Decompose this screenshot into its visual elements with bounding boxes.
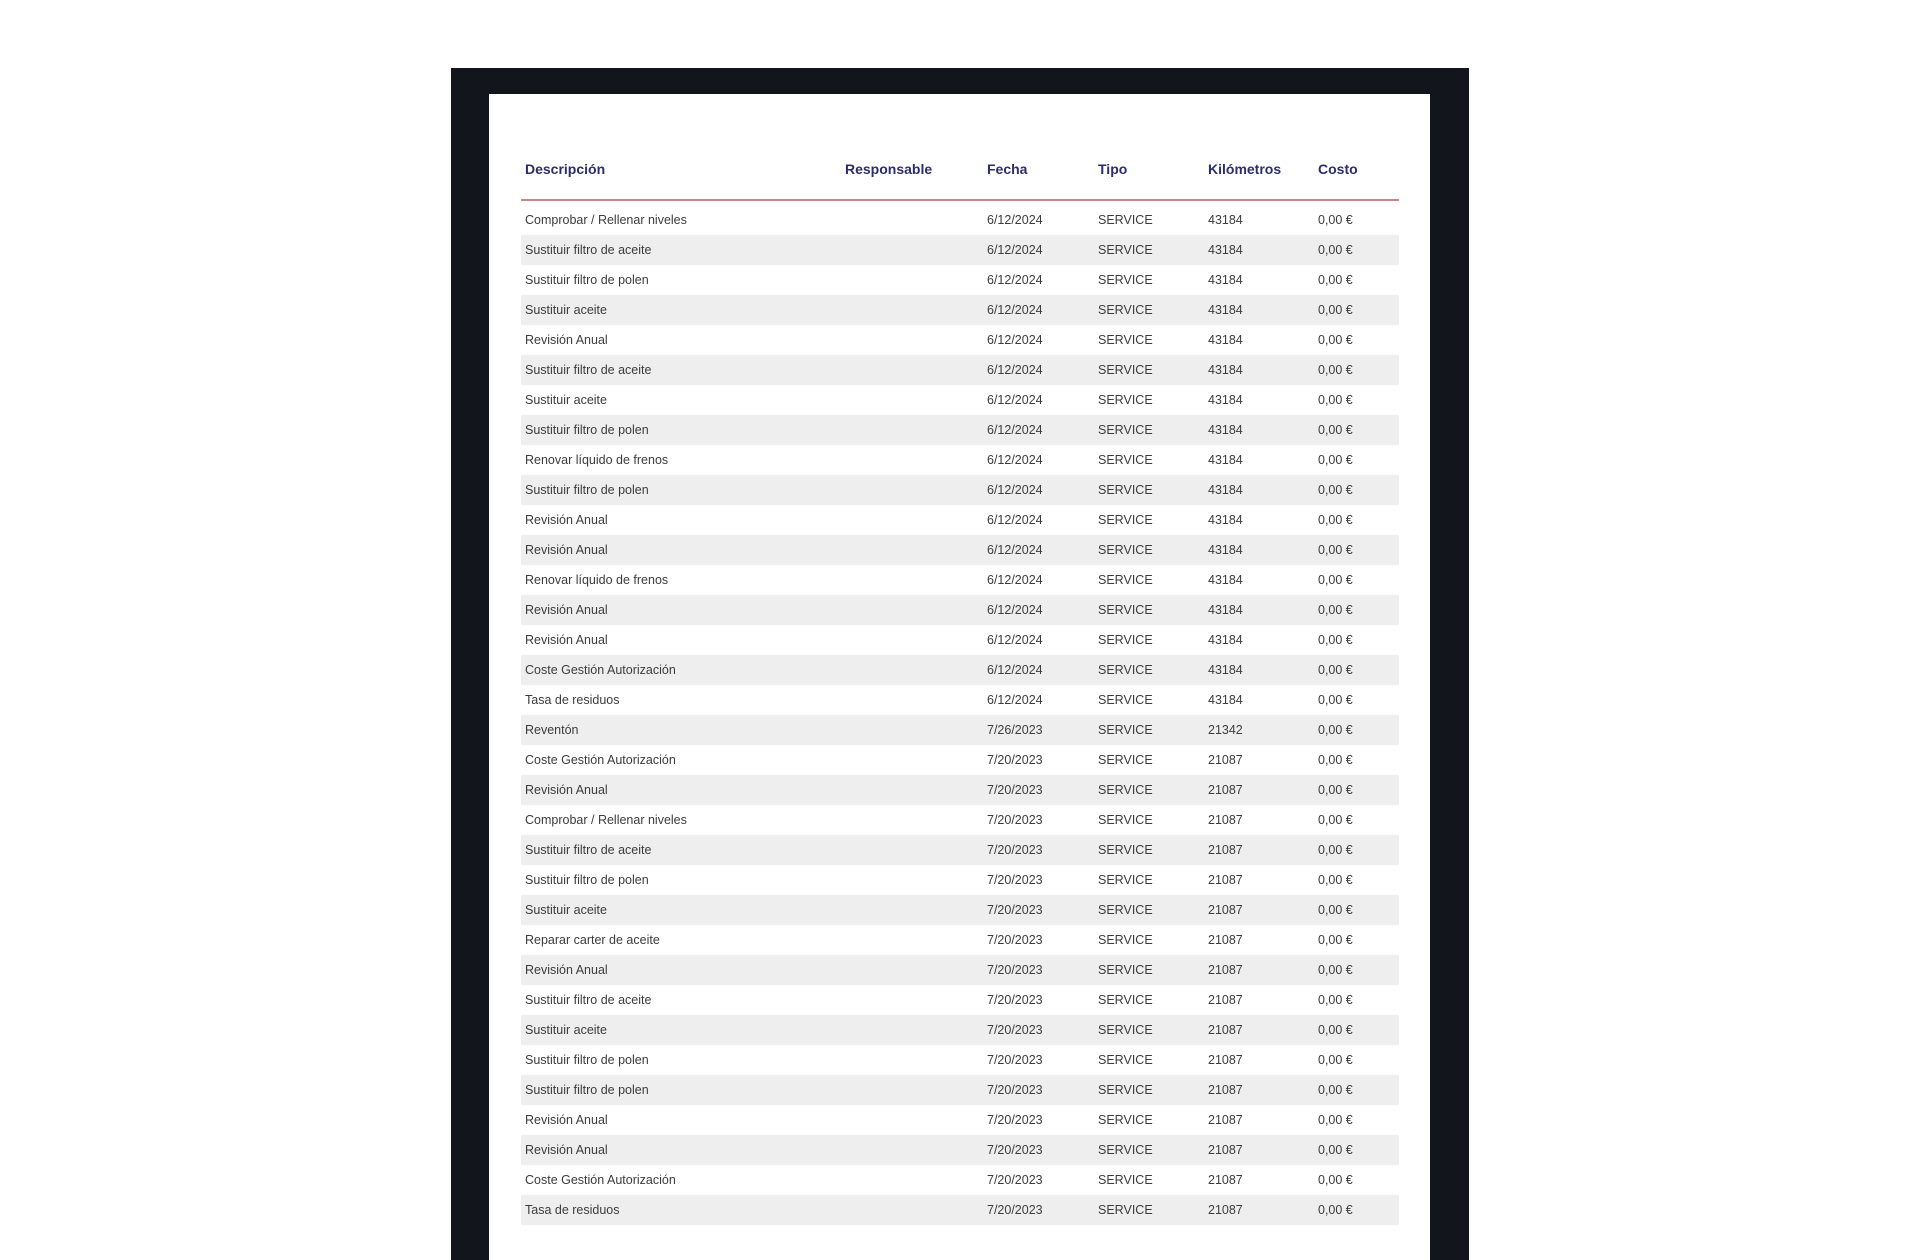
kilometros-cell: 21087 (1204, 1015, 1314, 1045)
fecha-cell: 7/20/2023 (987, 1053, 1043, 1067)
costo-cell: 0,00 € (1318, 393, 1353, 407)
tipo-cell: SERVICE (1098, 993, 1153, 1007)
table-row (521, 595, 1399, 625)
descripcion-cell: Revisión Anual (525, 513, 608, 527)
descripcion-cell: Renovar líquido de frenos (525, 573, 669, 587)
table-row (521, 475, 1399, 505)
descripcion-cell: Revisión Anual (521, 775, 841, 805)
tipo-cell: SERVICE (1094, 955, 1204, 985)
table-row (521, 985, 1399, 1015)
tipo-cell: SERVICE (1098, 213, 1153, 227)
kilometros-cell: 43184 (1208, 573, 1243, 587)
fecha-cell: 6/12/2024 (983, 595, 1094, 625)
tipo-cell: SERVICE (1094, 1195, 1204, 1225)
table-row (521, 445, 1399, 475)
tipo-cell: SERVICE (1094, 415, 1204, 445)
table-row (521, 865, 1399, 895)
costo-cell: 0,00 € (1318, 573, 1353, 587)
table-row (521, 805, 1399, 835)
descripcion-cell: Sustituir filtro de polen (521, 415, 841, 445)
descripcion-cell: Revisión Anual (521, 595, 841, 625)
costo-cell: 0,00 € (1318, 693, 1353, 707)
fecha-cell: 6/12/2024 (983, 355, 1094, 385)
kilometros-cell: 43184 (1204, 595, 1314, 625)
descripcion-cell: Sustituir filtro de polen (521, 475, 841, 505)
fecha-cell: 7/20/2023 (987, 1173, 1043, 1187)
costo-cell: 0,00 € (1314, 595, 1399, 625)
costo-cell: 0,00 € (1314, 775, 1399, 805)
kilometros-cell: 21087 (1208, 1053, 1243, 1067)
costo-cell: 0,00 € (1318, 993, 1353, 1007)
tipo-cell: SERVICE (1098, 333, 1153, 347)
fecha-cell: 7/20/2023 (987, 993, 1043, 1007)
descripcion-cell: Reventón (521, 715, 841, 745)
fecha-cell: 7/20/2023 (987, 813, 1043, 827)
fecha-cell: 6/12/2024 (987, 213, 1043, 227)
costo-cell: 0,00 € (1314, 895, 1399, 925)
costo-cell: 0,00 € (1318, 633, 1353, 647)
descripcion-cell: Coste Gestión Autorización (525, 1173, 676, 1187)
fecha-cell: 6/12/2024 (987, 273, 1043, 287)
responsable-cell (841, 1045, 983, 1075)
responsable-cell (841, 1165, 983, 1195)
fecha-cell: 6/12/2024 (983, 655, 1094, 685)
descripcion-cell: Tasa de residuos (521, 1195, 841, 1225)
kilometros-cell: 21087 (1208, 753, 1243, 767)
fecha-cell: 7/20/2023 (983, 1075, 1094, 1105)
table-row (521, 235, 1399, 265)
kilometros-cell: 43184 (1208, 213, 1243, 227)
table-row (521, 325, 1399, 355)
descripcion-cell: Reparar carter de aceite (525, 933, 660, 947)
tipo-cell: SERVICE (1094, 835, 1204, 865)
table-row (521, 955, 1399, 985)
table-row (521, 1045, 1399, 1075)
descripcion-cell: Coste Gestión Autorización (521, 655, 841, 685)
tipo-cell: SERVICE (1098, 573, 1153, 587)
descripcion-cell: Revisión Anual (521, 535, 841, 565)
costo-cell: 0,00 € (1318, 753, 1353, 767)
tipo-cell: SERVICE (1094, 595, 1204, 625)
kilometros-cell: 21087 (1204, 775, 1314, 805)
tipo-cell: SERVICE (1098, 453, 1153, 467)
kilometros-cell: 43184 (1204, 235, 1314, 265)
responsable-cell (841, 325, 983, 355)
table-row (521, 355, 1399, 385)
tipo-cell: SERVICE (1098, 873, 1153, 887)
table-row (521, 895, 1399, 925)
kilometros-cell: 21087 (1208, 933, 1243, 947)
responsable-cell (841, 805, 983, 835)
table-row (521, 625, 1399, 655)
costo-cell: 0,00 € (1314, 835, 1399, 865)
tipo-cell: SERVICE (1098, 693, 1153, 707)
fecha-cell: 7/20/2023 (987, 1113, 1043, 1127)
fecha-cell: 7/20/2023 (983, 895, 1094, 925)
descripcion-cell: Revisión Anual (525, 1113, 608, 1127)
tipo-cell: SERVICE (1098, 513, 1153, 527)
responsable-cell (841, 895, 983, 925)
costo-cell: 0,00 € (1314, 1135, 1399, 1165)
responsable-cell (841, 655, 983, 685)
kilometros-cell: 43184 (1204, 475, 1314, 505)
kilometros-cell: 21087 (1204, 895, 1314, 925)
responsable-cell (841, 1075, 983, 1105)
tipo-cell: SERVICE (1098, 393, 1153, 407)
costo-cell: 0,00 € (1314, 955, 1399, 985)
descripcion-cell: Sustituir filtro de aceite (525, 993, 652, 1007)
tipo-cell: SERVICE (1098, 933, 1153, 947)
costo-cell: 0,00 € (1314, 1015, 1399, 1045)
costo-cell: 0,00 € (1314, 655, 1399, 685)
fecha-cell: 6/12/2024 (987, 333, 1043, 347)
responsable-cell (841, 565, 983, 595)
costo-cell: 0,00 € (1318, 213, 1353, 227)
responsable-cell (841, 415, 983, 445)
kilometros-cell: 43184 (1204, 355, 1314, 385)
descripcion-cell: Revisión Anual (521, 1135, 841, 1165)
kilometros-cell: 21087 (1204, 1075, 1314, 1105)
costo-cell: 0,00 € (1318, 453, 1353, 467)
table-row (521, 295, 1399, 325)
kilometros-cell: 21087 (1208, 813, 1243, 827)
descripcion-cell: Sustituir aceite (525, 393, 607, 407)
table-row (521, 200, 1399, 235)
fecha-cell: 6/12/2024 (983, 475, 1094, 505)
costo-cell: 0,00 € (1314, 295, 1399, 325)
fecha-cell: 6/12/2024 (983, 535, 1094, 565)
kilometros-cell: 43184 (1208, 273, 1243, 287)
kilometros-cell: 21087 (1208, 993, 1243, 1007)
fecha-cell: 7/20/2023 (987, 753, 1043, 767)
table-row (521, 1075, 1399, 1105)
descripcion-cell: Sustituir aceite (521, 895, 841, 925)
document-frame (451, 68, 1469, 1260)
column-header-costo: Costo (1314, 139, 1399, 200)
tipo-cell: SERVICE (1098, 753, 1153, 767)
fecha-cell: 7/20/2023 (987, 933, 1043, 947)
costo-cell: 0,00 € (1318, 1053, 1353, 1067)
responsable-cell (841, 295, 983, 325)
responsable-cell (841, 925, 983, 955)
fecha-cell: 7/20/2023 (983, 835, 1094, 865)
costo-cell: 0,00 € (1318, 873, 1353, 887)
costo-cell: 0,00 € (1318, 333, 1353, 347)
responsable-cell (841, 625, 983, 655)
table-row (521, 685, 1399, 715)
responsable-cell (841, 955, 983, 985)
fecha-cell: 7/26/2023 (983, 715, 1094, 745)
responsable-cell (841, 865, 983, 895)
kilometros-cell: 43184 (1208, 393, 1243, 407)
descripcion-cell: Sustituir filtro de polen (521, 1075, 841, 1105)
descripcion-cell: Comprobar / Rellenar niveles (525, 813, 687, 827)
costo-cell: 0,00 € (1314, 535, 1399, 565)
responsable-cell (841, 745, 983, 775)
responsable-cell (841, 235, 983, 265)
descripcion-cell: Comprobar / Rellenar niveles (525, 213, 687, 227)
table-header (521, 139, 1399, 200)
descripcion-cell: Sustituir filtro de aceite (521, 355, 841, 385)
fecha-cell: 6/12/2024 (987, 513, 1043, 527)
responsable-cell (841, 1195, 983, 1225)
fecha-cell: 6/12/2024 (987, 393, 1043, 407)
costo-cell: 0,00 € (1314, 715, 1399, 745)
kilometros-cell: 43184 (1204, 295, 1314, 325)
responsable-cell (841, 535, 983, 565)
descripcion-cell: Sustituir aceite (521, 1015, 841, 1045)
descripcion-cell: Renovar líquido de frenos (525, 453, 669, 467)
descripcion-cell: Sustituir filtro de aceite (521, 235, 841, 265)
fecha-cell: 7/20/2023 (983, 775, 1094, 805)
fecha-cell: 7/20/2023 (983, 1195, 1094, 1225)
column-header-fecha: Fecha (983, 139, 1094, 200)
tipo-cell: SERVICE (1098, 273, 1153, 287)
tipo-cell: SERVICE (1098, 1173, 1153, 1187)
kilometros-cell: 21087 (1204, 955, 1314, 985)
column-header-responsable: Responsable (841, 139, 983, 200)
tipo-cell: SERVICE (1094, 1015, 1204, 1045)
table-row (521, 385, 1399, 415)
responsable-cell (841, 835, 983, 865)
tipo-cell: SERVICE (1094, 355, 1204, 385)
responsable-cell (841, 385, 983, 415)
kilometros-cell: 43184 (1204, 535, 1314, 565)
responsable-cell (841, 475, 983, 505)
tipo-cell: SERVICE (1098, 633, 1153, 647)
kilometros-cell: 21087 (1208, 873, 1243, 887)
responsable-cell (841, 355, 983, 385)
kilometros-cell: 21087 (1204, 1135, 1314, 1165)
costo-cell: 0,00 € (1314, 355, 1399, 385)
tipo-cell: SERVICE (1094, 715, 1204, 745)
kilometros-cell: 21087 (1208, 1173, 1243, 1187)
table-row (521, 925, 1399, 955)
column-header-descripcion: Descripción (521, 139, 841, 200)
responsable-cell (841, 775, 983, 805)
responsable-cell (841, 715, 983, 745)
descripcion-cell: Sustituir filtro de polen (525, 873, 649, 887)
table-row (521, 835, 1399, 865)
descripcion-cell: Revisión Anual (521, 955, 841, 985)
costo-cell: 0,00 € (1314, 235, 1399, 265)
table-row (521, 1195, 1399, 1225)
kilometros-cell: 43184 (1208, 693, 1243, 707)
tipo-cell: SERVICE (1094, 475, 1204, 505)
kilometros-cell: 43184 (1208, 453, 1243, 467)
tipo-cell: SERVICE (1094, 655, 1204, 685)
table-row (521, 745, 1399, 775)
responsable-cell (841, 1105, 983, 1135)
kilometros-cell: 43184 (1204, 415, 1314, 445)
fecha-cell: 6/12/2024 (983, 235, 1094, 265)
descripcion-cell: Tasa de residuos (525, 693, 620, 707)
kilometros-cell: 43184 (1204, 655, 1314, 685)
responsable-cell (841, 445, 983, 475)
maintenance-table (521, 139, 1399, 1225)
table-row (521, 565, 1399, 595)
tipo-cell: SERVICE (1094, 1075, 1204, 1105)
table-row (521, 535, 1399, 565)
table-row (521, 265, 1399, 295)
costo-cell: 0,00 € (1318, 813, 1353, 827)
costo-cell: 0,00 € (1314, 1195, 1399, 1225)
tipo-cell: SERVICE (1094, 775, 1204, 805)
costo-cell: 0,00 € (1314, 475, 1399, 505)
fecha-cell: 6/12/2024 (987, 573, 1043, 587)
descripcion-cell: Revisión Anual (525, 333, 608, 347)
tipo-cell: SERVICE (1094, 295, 1204, 325)
costo-cell: 0,00 € (1314, 1075, 1399, 1105)
table-row (521, 655, 1399, 685)
descripcion-cell: Sustituir filtro de polen (525, 273, 649, 287)
kilometros-cell: 43184 (1208, 513, 1243, 527)
responsable-cell (841, 265, 983, 295)
costo-cell: 0,00 € (1318, 273, 1353, 287)
fecha-cell: 6/12/2024 (987, 633, 1043, 647)
fecha-cell: 7/20/2023 (983, 1135, 1094, 1165)
costo-cell: 0,00 € (1318, 933, 1353, 947)
tipo-cell: SERVICE (1094, 535, 1204, 565)
kilometros-cell: 21087 (1204, 835, 1314, 865)
tipo-cell: SERVICE (1094, 895, 1204, 925)
descripcion-cell: Revisión Anual (525, 633, 608, 647)
responsable-cell (841, 985, 983, 1015)
table-row (521, 1105, 1399, 1135)
kilometros-cell: 21342 (1204, 715, 1314, 745)
responsable-cell (841, 505, 983, 535)
fecha-cell: 6/12/2024 (987, 453, 1043, 467)
tipo-cell: SERVICE (1094, 235, 1204, 265)
document-page (489, 94, 1430, 1260)
header-row (521, 139, 1399, 200)
table-row (521, 505, 1399, 535)
fecha-cell: 7/20/2023 (983, 1015, 1094, 1045)
costo-cell: 0,00 € (1314, 415, 1399, 445)
tipo-cell: SERVICE (1098, 813, 1153, 827)
fecha-cell: 7/20/2023 (987, 873, 1043, 887)
costo-cell: 0,00 € (1318, 1173, 1353, 1187)
kilometros-cell: 43184 (1208, 333, 1243, 347)
kilometros-cell: 21087 (1204, 1195, 1314, 1225)
table-body (521, 200, 1399, 1225)
costo-cell: 0,00 € (1318, 1113, 1353, 1127)
fecha-cell: 6/12/2024 (983, 295, 1094, 325)
responsable-cell (841, 685, 983, 715)
table-row (521, 1015, 1399, 1045)
fecha-cell: 7/20/2023 (983, 955, 1094, 985)
fecha-cell: 6/12/2024 (987, 693, 1043, 707)
tipo-cell: SERVICE (1098, 1053, 1153, 1067)
table-row (521, 775, 1399, 805)
table-row (521, 715, 1399, 745)
table-row (521, 1165, 1399, 1195)
descripcion-cell: Sustituir filtro de polen (525, 1053, 649, 1067)
tipo-cell: SERVICE (1094, 1135, 1204, 1165)
responsable-cell (841, 1015, 983, 1045)
responsable-cell (841, 595, 983, 625)
column-header-tipo: Tipo (1094, 139, 1204, 200)
fecha-cell: 6/12/2024 (983, 415, 1094, 445)
descripcion-cell: Sustituir filtro de aceite (521, 835, 841, 865)
kilometros-cell: 21087 (1208, 1113, 1243, 1127)
responsable-cell (841, 200, 983, 235)
costo-cell: 0,00 € (1318, 513, 1353, 527)
table-row (521, 415, 1399, 445)
tipo-cell: SERVICE (1098, 1113, 1153, 1127)
descripcion-cell: Sustituir aceite (521, 295, 841, 325)
table-row (521, 1135, 1399, 1165)
descripcion-cell: Coste Gestión Autorización (525, 753, 676, 767)
kilometros-cell: 43184 (1208, 633, 1243, 647)
column-header-kilometros: Kilómetros (1204, 139, 1314, 200)
responsable-cell (841, 1135, 983, 1165)
